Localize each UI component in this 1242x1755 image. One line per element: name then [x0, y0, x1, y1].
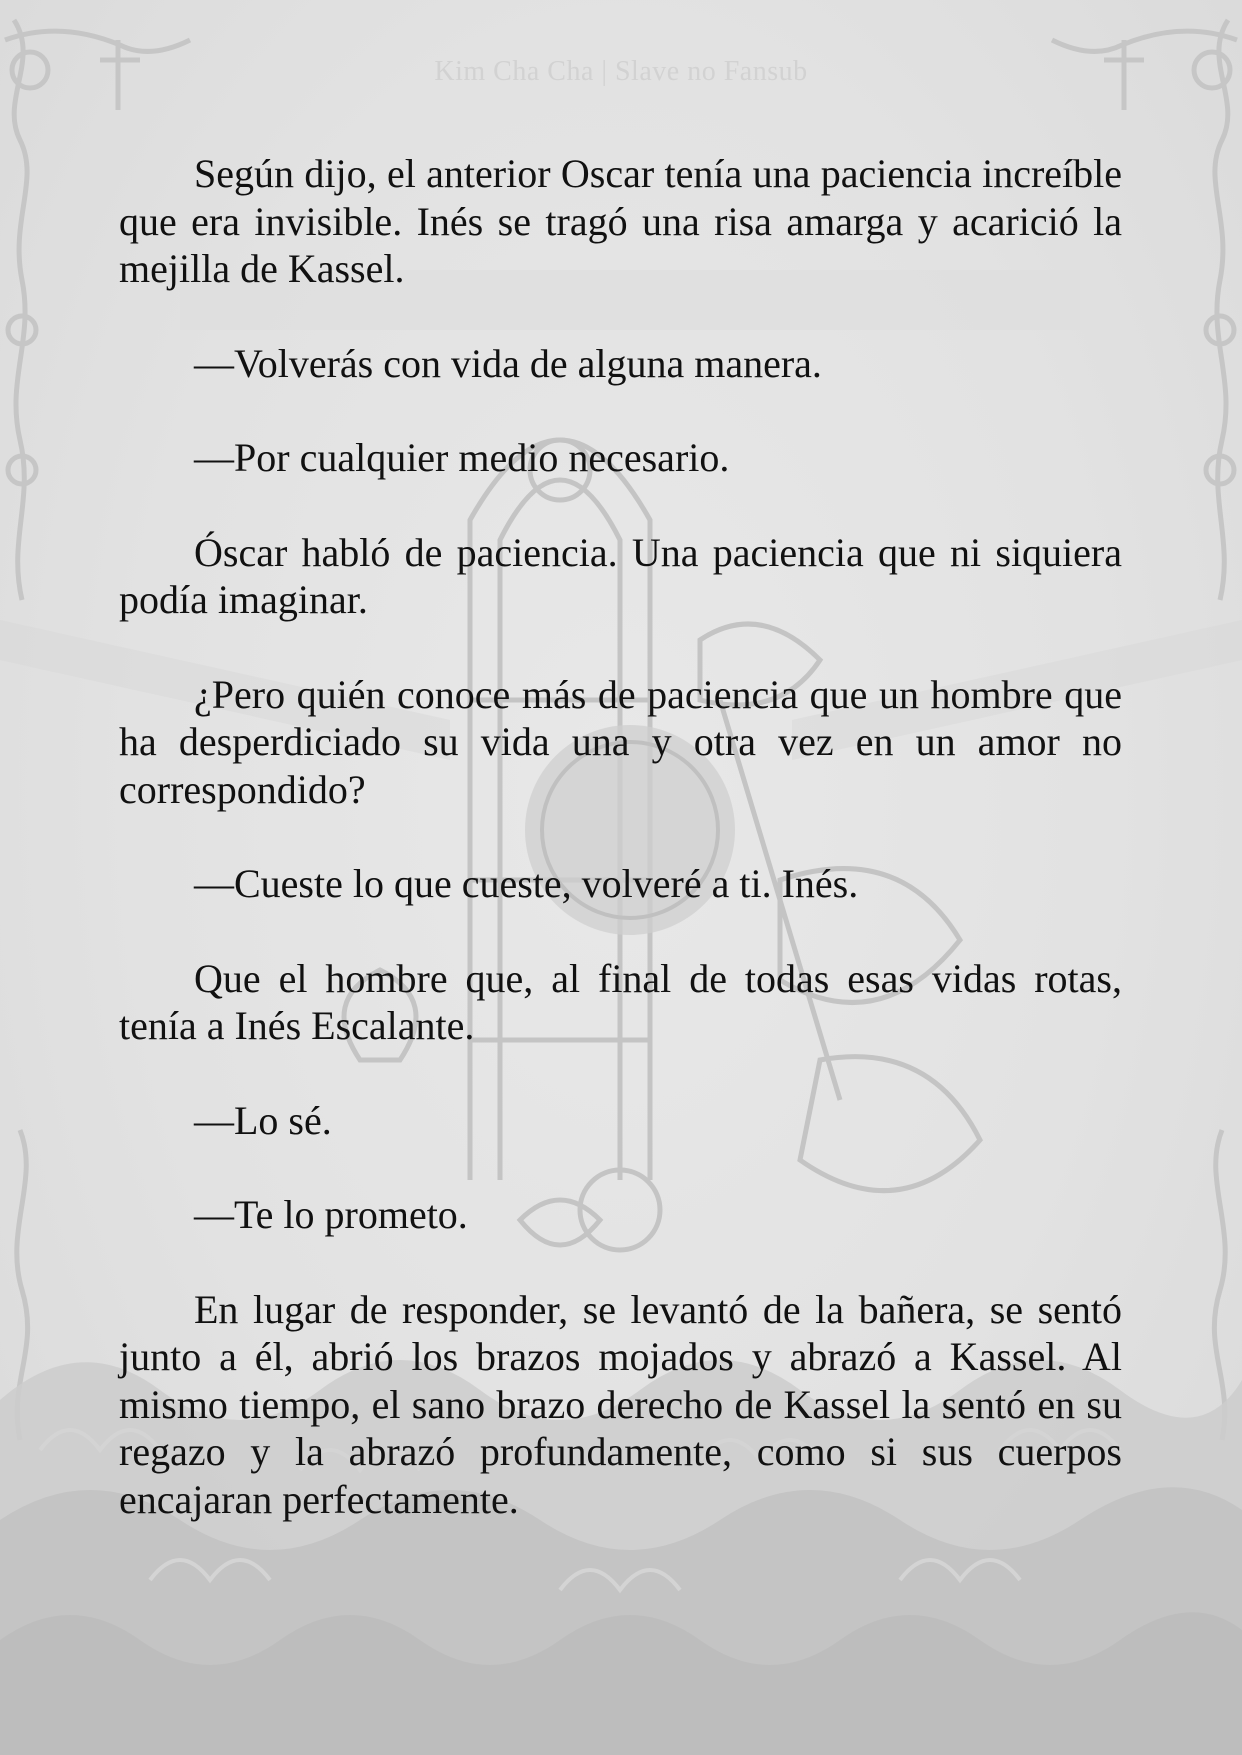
paragraph: Según dijo, el anterior Oscar tenía una paciencia increíble que era invisible. Inés se tragó una risa amarga y acarició la mejilla de Kassel.: [119, 151, 1122, 291]
paragraph: En lugar de responder, se levantó de la bañera, se sentó junto a él, abrió los brazos mojados y abrazó a Kassel. Al mismo tiempo, el sano brazo derecho de Kassel la sentó en su regazo y la abrazó profundamente, como si sus cuerpos encajaran perfectamente.: [119, 1286, 1122, 1522]
paragraph: ¿Pero quién conoce más de paciencia que un hombre que ha desperdiciado su vida una y otra vez en un amor no correspondido?: [119, 671, 1122, 812]
header-watermark: Kim Cha Cha | Slave no Fansub: [434, 56, 808, 87]
paragraph: —Te lo prometo.: [194, 1192, 468, 1237]
body-text: [119, 150, 1122, 1570]
paragraph: —Por cualquier medio necesario.: [194, 435, 730, 480]
paragraph: —Cueste lo que cueste, volveré a ti. Inés.: [194, 861, 859, 906]
paragraph: Óscar habló de paciencia. Una paciencia que ni siquiera podía imaginar.: [119, 529, 1122, 622]
paragraph: —Lo sé.: [194, 1097, 332, 1143]
paragraph: —Volverás con vida de alguna manera.: [194, 340, 822, 386]
paragraph: Que el hombre que, al final de todas esas vidas rotas, tenía a Inés Escalante.: [119, 955, 1122, 1048]
